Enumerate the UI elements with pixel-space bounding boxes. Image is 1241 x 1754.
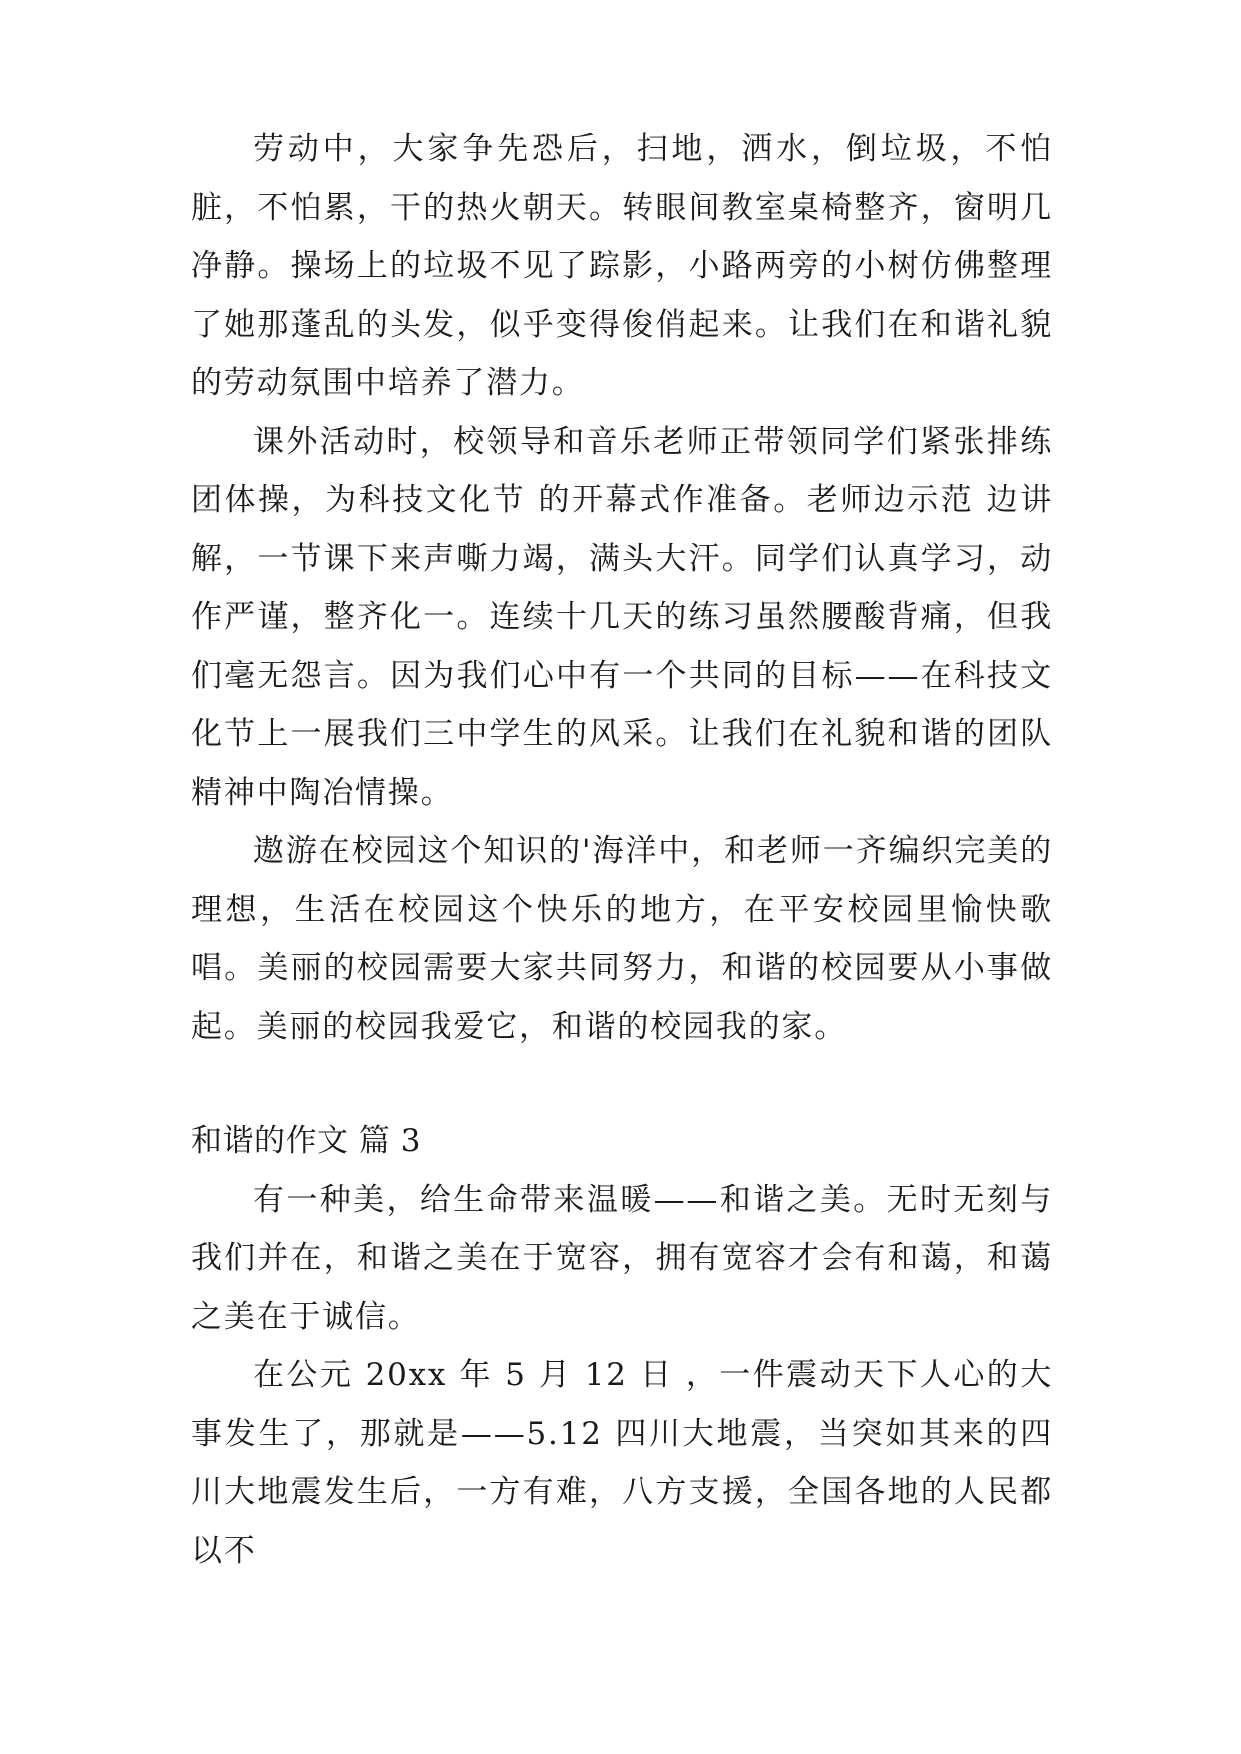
paragraph-exercise-rehearsal: 课外活动时，校领导和音乐老师正带领同学们紧张排练团体操，为科技文化节 的开幕式作准备。老师边示范 边讲解，一节课下来声嘶力竭，满头大汗。同学们认真学习，动作严谨，整齐化一。连续十几天的练习虽然腰酸背痛，但我们毫无怨言。因为我们心中有一个共同的目标——在科技文化节上一展我们三中学生的风采。让我们在礼貌和谐的团队精神中陶冶情操。 <box>191 423 1053 811</box>
paragraph-harmony-beauty: 有一种美，给生命带来温暖——和谐之美。无时无刻与我们并在，和谐之美在于宽容，拥有宽容才会有和蔼，和蔼之美在于诚信。 <box>191 1181 1053 1335</box>
section-title: 和谐的作文 篇 3 <box>191 1123 421 1159</box>
paragraph-labor: 劳动中，大家争先恐后，扫地，洒水，倒垃圾，不怕脏，不怕累，干的热火朝天。转眼间教室桌椅整齐，窗明几净静。操场上的垃圾不见了踪影，小路两旁的小树仿佛整理了她那蓬乱的头发，似乎变得俊俏起来。让我们在和谐礼貌的劳动氛围中培养了潜力。 <box>191 131 1053 401</box>
document-page <box>191 120 1053 1580</box>
paragraph-campus-ocean: 遨游在校园这个知识的'海洋中，和老师一齐编织完美的理想，生活在校园这个快乐的地方，在平安校园里愉快歌唱。美丽的校园需要大家共同努力，和谐的校园要从小事做起。美丽的校园我爱它，和谐的校园我的家。 <box>191 833 1053 1045</box>
paragraph-earthquake: 在公元 20xx 年 5 月 12 日 ，一件震动天下人心的大事发生了，那就是——5.12 四川大地震，当突如其来的四川大地震发生后，一方有难，八方支援，全国各地的人民都以不 <box>191 1357 1053 1569</box>
